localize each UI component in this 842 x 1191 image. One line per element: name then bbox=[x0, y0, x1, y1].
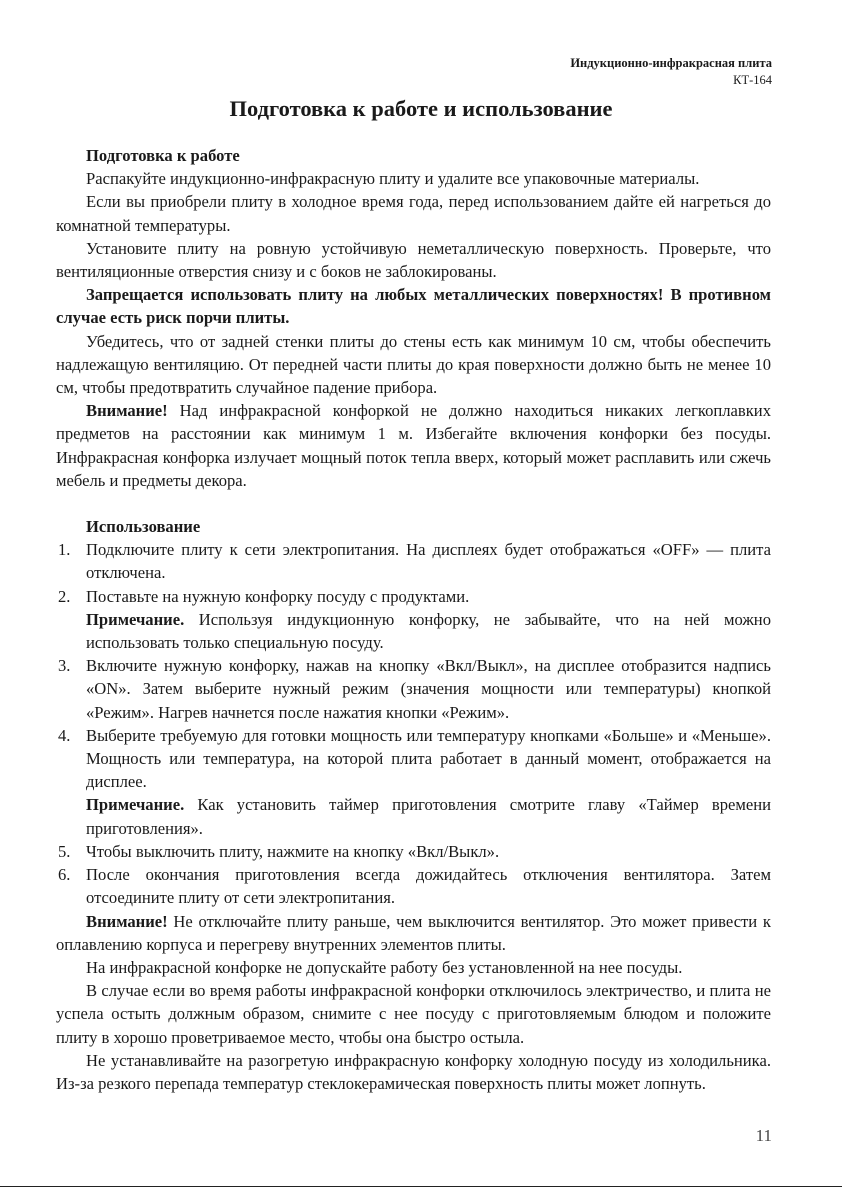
running-header bbox=[570, 55, 772, 89]
step-text: После окончания приготовления всегда дожидайтесь отключения вентилятора. Затем отсоедините плиту от сети электропитания. bbox=[86, 865, 771, 908]
list-item bbox=[56, 724, 771, 840]
header-product-name: Индукционно-инфракрасная плита bbox=[570, 56, 772, 70]
step-number: 5. bbox=[58, 841, 71, 861]
page-bottom-rule bbox=[0, 1186, 842, 1187]
page-number: 11 bbox=[755, 1126, 772, 1145]
list-item bbox=[56, 538, 771, 584]
warning-paragraph: Запрещается использовать плиту на любых металлических поверхностях! В противном случае есть риск порчи плиты. bbox=[56, 285, 771, 328]
page-title: Подготовка к работе и использование bbox=[229, 96, 613, 121]
paragraph: Если вы приобрели плиту в холодное время года, перед использованием дайте ей нагреться до комнатной температуры. bbox=[56, 192, 771, 235]
paragraph: В случае если во время работы инфракрасной конфорки отключилось электричество, и плита не успела остыть должным образом, снимите с нее посуду с приготовляемым блюдом и положите плиту в хорошо проветриваемое место, чтобы она быстро остыла. bbox=[56, 981, 771, 1047]
note-text: Как установить таймер приготовления смотрите главу «Таймер времени приготовления». bbox=[86, 795, 771, 838]
step-note bbox=[86, 608, 771, 654]
paragraph: На инфракрасной конфорке не допускайте работу без установленной на нее посуды. bbox=[86, 957, 683, 977]
section-spacer bbox=[56, 492, 771, 515]
attention-text: Не отключайте плиту раньше, чем выключится вентилятор. Это может привести к оплавлению корпуса и перегреву внутренних элементов плиты. bbox=[56, 911, 771, 954]
paragraph: Не устанавливайте на разогретую инфракрасную конфорку холодную посуду из холодильника. Из-за резкого перепада температур стеклокерамическая поверхность плиты может лопнуть. bbox=[56, 1050, 771, 1093]
step-number: 3. bbox=[58, 656, 71, 676]
section-heading-usage: Использование bbox=[86, 517, 201, 537]
step-text: Выберите требуемую для готовки мощность или температуру кнопками «Больше» и «Меньше». Мощность или температура, на которой плита работает в данный момент, отображается на дисплее. bbox=[86, 725, 771, 792]
step-number: 4. bbox=[58, 725, 71, 745]
note-text: Используя индукционную конфорку, не забывайте, что на ней можно использовать только специальную посуду. bbox=[86, 609, 771, 653]
attention-label: Внимание! bbox=[86, 911, 168, 931]
step-text: Подключите плиту к сети электропитания. На дисплеях будет отображаться «OFF» — плита отключена. bbox=[86, 540, 771, 583]
list-item bbox=[56, 863, 771, 909]
list-item bbox=[56, 840, 771, 863]
step-text: Чтобы выключить плиту, нажмите на кнопку «Вкл/Выкл». bbox=[86, 841, 500, 861]
note-label: Примечание. bbox=[86, 795, 185, 815]
usage-steps-list bbox=[56, 538, 771, 909]
attention-label: Внимание! bbox=[86, 401, 168, 421]
section-heading-preparation: Подготовка к работе bbox=[86, 146, 240, 165]
document-body bbox=[56, 144, 771, 1095]
step-text: Включите нужную конфорку, нажав на кнопку «Вкл/Выкл», на дисплее отобразится надпись «ON». Затем выберите нужный режим (значения мощности или температуры) кнопкой «Режим». Нагрев начнется после нажатия кнопки «Режим». bbox=[86, 656, 771, 722]
paragraph: Распакуйте индукционно-инфракрасную плиту и удалите все упаковочные материалы. bbox=[86, 169, 700, 189]
header-model: КТ-164 bbox=[733, 73, 772, 87]
list-item bbox=[56, 585, 771, 655]
step-number: 6. bbox=[58, 865, 71, 885]
step-number: 1. bbox=[58, 540, 71, 560]
attention-paragraph bbox=[56, 910, 771, 956]
attention-paragraph bbox=[56, 399, 771, 492]
paragraph: Установите плиту на ровную устойчивую неметаллическую поверхность. Проверьте, что вентиляционные отверстия снизу и с боков не заблокированы. bbox=[56, 238, 771, 282]
attention-text: Над инфракрасной конфоркой не должно находиться никаких легкоплавких предметов на расстоянии как минимум 1 м. Избегайте включения конфорки без посуды. Инфракрасная конфорка излучает мощный поток тепла вверх, который может расплавить или сжечь мебель и предметы декора. bbox=[56, 401, 771, 490]
list-item bbox=[56, 654, 771, 724]
step-text: Поставьте на нужную конфорку посуду с продуктами. bbox=[86, 586, 470, 606]
note-label: Примечание. bbox=[86, 609, 185, 629]
step-note bbox=[86, 793, 771, 839]
paragraph: Убедитесь, что от задней стенки плиты до стены есть как минимум 10 см, чтобы обеспечить надлежащую вентиляцию. От передней части плиты до края поверхности должно быть не менее 10 см, чтобы предотвратить случайное падение прибора. bbox=[56, 331, 771, 398]
step-number: 2. bbox=[58, 586, 71, 606]
